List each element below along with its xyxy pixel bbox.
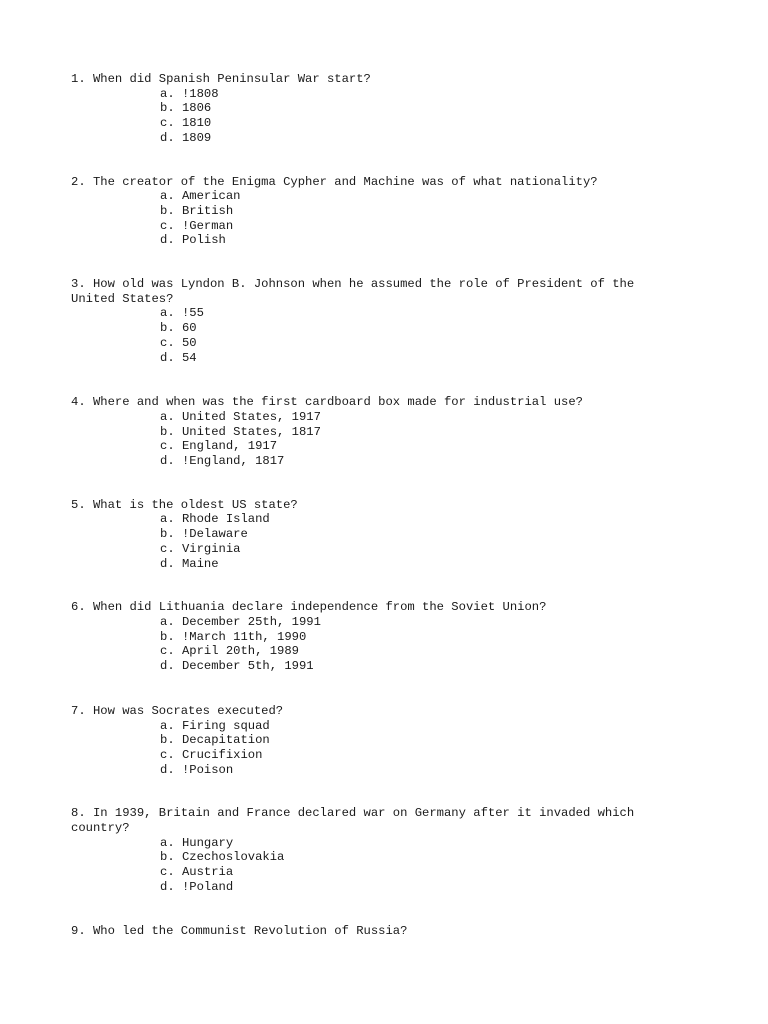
question-2 xyxy=(71,175,671,249)
question-text: 6. When did Lithuania declare independence from the Soviet Union? xyxy=(71,600,547,615)
answer-options xyxy=(71,87,671,146)
answer-options xyxy=(71,306,671,365)
answer-option-a: a. Firing squad xyxy=(160,718,270,733)
question-8 xyxy=(71,806,671,894)
answer-option-d: d. 1809 xyxy=(160,130,212,145)
answer-options xyxy=(71,615,671,674)
question-text: 4. Where and when was the first cardboard box made for industrial use? xyxy=(71,395,583,410)
question-9 xyxy=(71,924,671,939)
question-text: 8. In 1939, Britain and France declared war on Germany after it invaded which country? xyxy=(71,806,642,836)
question-text: 7. How was Socrates executed? xyxy=(71,703,284,718)
answer-option-a: a. Hungary xyxy=(160,835,234,850)
answer-option-b: b. 60 xyxy=(160,321,197,336)
question-6 xyxy=(71,600,671,674)
quiz-document xyxy=(71,72,671,938)
answer-option-d: d. Polish xyxy=(160,233,226,248)
answer-option-a: a. Rhode Island xyxy=(160,512,270,527)
question-5 xyxy=(71,498,671,572)
answer-option-b: b. British xyxy=(160,203,234,218)
answer-option-c: c. 1810 xyxy=(160,116,212,131)
answer-options xyxy=(71,836,671,895)
answer-options xyxy=(71,189,671,248)
question-7 xyxy=(71,704,671,778)
answer-option-b: b. United States, 1817 xyxy=(160,424,321,439)
answer-option-c: c. Virginia xyxy=(160,541,241,556)
answer-option-d: d. !Poison xyxy=(160,762,234,777)
answer-option-b: b. Decapitation xyxy=(160,733,270,748)
answer-option-b: b. 1806 xyxy=(160,101,212,116)
answer-option-c: c. Austria xyxy=(160,865,234,880)
question-1 xyxy=(71,72,671,146)
question-text: 1. When did Spanish Peninsular War start? xyxy=(71,72,371,86)
answer-option-a: a. American xyxy=(160,189,241,204)
question-text: 2. The creator of the Enigma Cypher and Machine was of what nationality? xyxy=(71,174,598,189)
answer-option-c: c. Crucifixion xyxy=(160,747,263,762)
question-text: 5. What is the oldest US state? xyxy=(71,497,298,512)
answer-option-a: a. December 25th, 1991 xyxy=(160,614,321,629)
answer-option-d: d. December 5th, 1991 xyxy=(160,659,314,674)
answer-option-c: c. April 20th, 1989 xyxy=(160,644,299,659)
answer-options xyxy=(71,410,671,469)
question-text: 3. How old was Lyndon B. Johnson when he assumed the role of President of the United States? xyxy=(71,277,642,306)
answer-option-d: d. Maine xyxy=(160,556,219,571)
answer-option-c: c. 50 xyxy=(160,335,197,350)
answer-option-c: c. England, 1917 xyxy=(160,439,278,454)
answer-option-a: a. !1808 xyxy=(160,86,219,101)
answer-option-b: b. !March 11th, 1990 xyxy=(160,629,307,644)
answer-option-d: d. 54 xyxy=(160,350,197,365)
answer-option-a: a. !55 xyxy=(160,306,204,321)
answer-option-d: d. !England, 1817 xyxy=(160,454,285,469)
answer-options xyxy=(71,719,671,778)
answer-option-c: c. !German xyxy=(160,218,234,233)
answer-option-b: b. !Delaware xyxy=(160,527,248,542)
answer-option-d: d. !Poland xyxy=(160,879,234,894)
answer-option-a: a. United States, 1917 xyxy=(160,409,321,424)
question-3 xyxy=(71,277,671,365)
question-text: 9. Who led the Communist Revolution of Russia? xyxy=(71,923,408,938)
answer-options xyxy=(71,512,671,571)
answer-option-b: b. Czechoslovakia xyxy=(160,850,285,865)
question-4 xyxy=(71,395,671,469)
